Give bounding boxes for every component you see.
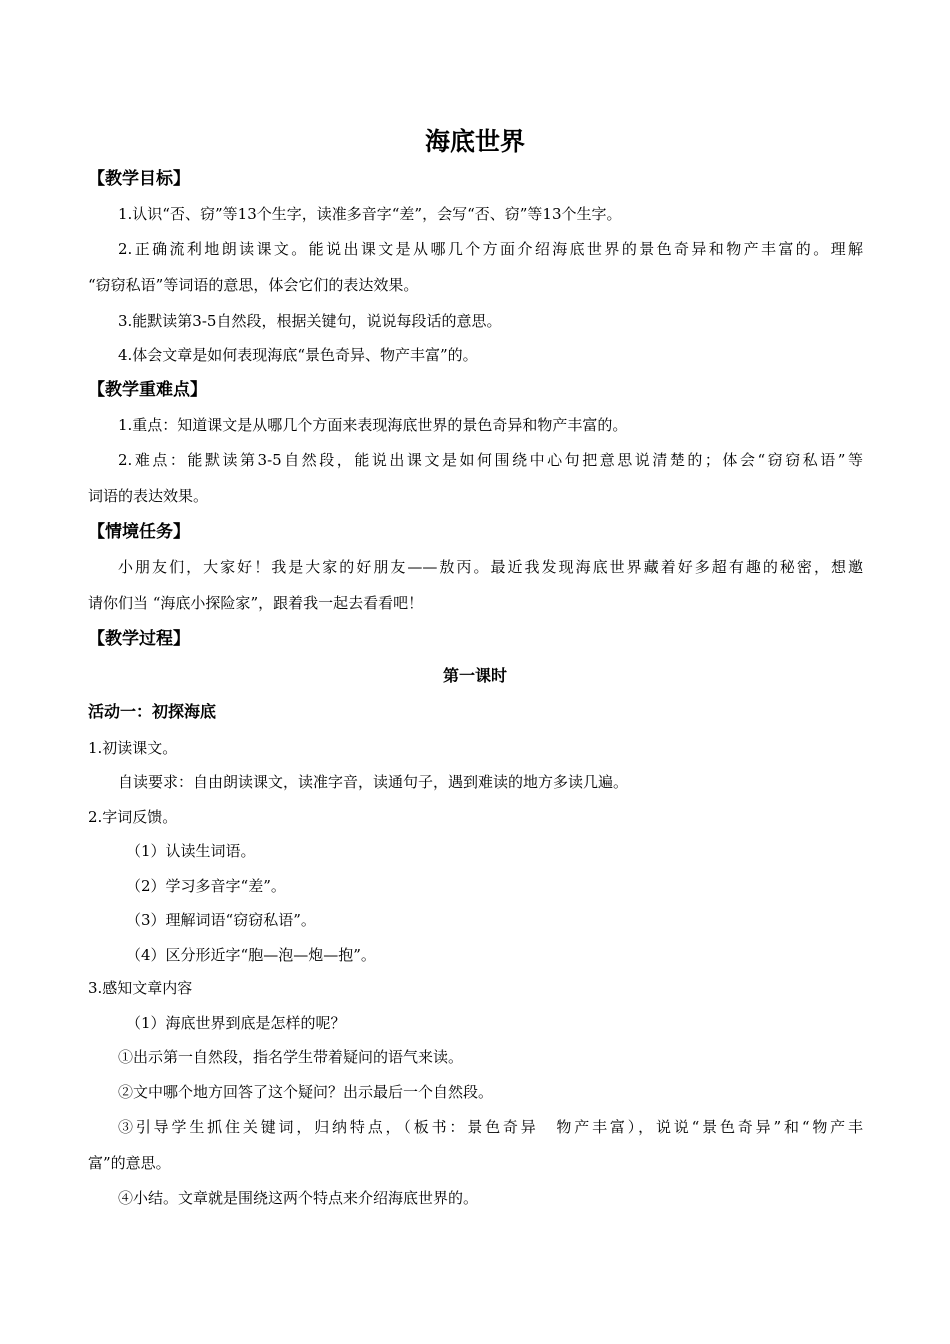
document-title: 海底世界	[424, 127, 525, 156]
objective-item-continued: “窃窃私语”等词语的意思，体会它们的表达效果。	[88, 276, 419, 294]
process-line-continued: 富”的意思。	[88, 1154, 171, 1172]
process-line: （2）学习多音字“差”。	[126, 877, 286, 895]
process-line: ③引导学生抓住关键词，归纳特点，（板书：景色奇异 物产丰富），说说“景色奇异”和“物产丰	[118, 1118, 863, 1136]
process-line: 自读要求：自由朗读课文，读准字音，读通句子，遇到难读的地方多读几遍。	[118, 773, 629, 791]
process-line: （1）认读生词语。	[126, 842, 256, 860]
objective-item: 4.体会文章是如何表现海底“景色奇异、物产丰富”的。	[118, 346, 478, 364]
process-line: （1）海底世界到底是怎样的呢？	[126, 1014, 346, 1032]
process-line: 1.初读课文。	[88, 739, 178, 757]
objective-item: 2.正确流利地朗读课文。能说出课文是从哪几个方面介绍海底世界的景色奇异和物产丰富的。理解	[118, 240, 863, 258]
section-heading-scenario: 【情境任务】	[88, 522, 190, 542]
process-line: ②文中哪个地方回答了这个疑问？出示最后一个自然段。	[118, 1083, 494, 1101]
objective-item: 1.认识“否、窃”等13个生字，读准多音字“差”，会写“否、窃”等13个生字。	[118, 205, 622, 223]
section-heading-process: 【教学过程】	[88, 629, 190, 649]
process-line: ④小结。文章就是围绕这两个特点来介绍海底世界的。	[118, 1189, 479, 1207]
process-line: （3）理解词语“窃窃私语”。	[126, 911, 316, 929]
activity-heading: 活动一：初探海底	[88, 702, 217, 721]
process-line: 2.字词反馈。	[88, 808, 178, 826]
key-point-item: 2.难点：能默读第3-5自然段，能说出课文是如何围绕中心句把意思说清楚的；体会“窃窃私语”等	[118, 451, 863, 469]
scenario-text: 小朋友们，大家好！我是大家的好朋友——敖丙。最近我发现海底世界藏着好多超有趣的秘密，想邀	[118, 558, 863, 576]
key-point-item: 1.重点：知道课文是从哪几个方面来表现海底世界的景色奇异和物产丰富的。	[118, 416, 628, 434]
key-point-item-continued: 词语的表达效果。	[88, 487, 209, 505]
section-heading-objectives: 【教学目标】	[88, 169, 190, 189]
process-line: ①出示第一自然段，指名学生带着疑问的语气来读。	[118, 1048, 464, 1066]
section-heading-key-points: 【教学重难点】	[88, 380, 207, 400]
objective-item: 3.能默读第3-5自然段，根据关键句，说说每段话的意思。	[118, 312, 502, 330]
lesson-heading: 第一课时	[442, 666, 507, 685]
process-line: （4）区分形近字“胞—泡—炮—抱”。	[126, 946, 376, 964]
process-line: 3.感知文章内容	[88, 979, 193, 997]
scenario-text-continued: 请你们当 “海底小探险家”，跟着我一起去看看吧！	[88, 594, 424, 612]
